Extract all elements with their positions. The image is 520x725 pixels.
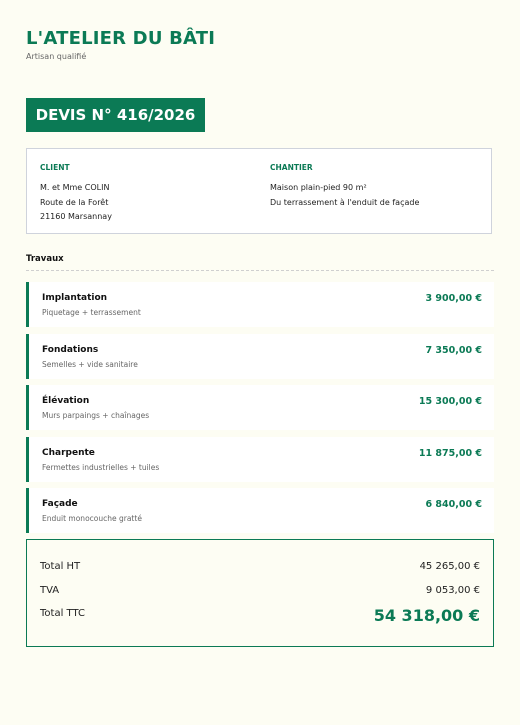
section-divider (26, 270, 494, 271)
total-ttc-value: 54 318,00 € (373, 606, 480, 625)
list-item (26, 488, 494, 533)
devis-title: DEVIS N° 416/2026 (35, 106, 196, 124)
company-name: L'ATELIER DU BÂTI (26, 28, 216, 49)
item-subtitle: Fermettes industrielles + tuiles (42, 462, 160, 472)
travaux-title: Travaux (26, 254, 64, 264)
devis-banner (26, 98, 205, 132)
item-price: 15 300,00 € (418, 396, 482, 407)
chantier-line1: Maison plain-pied 90 m² (270, 183, 367, 192)
item-title: Façade (42, 499, 78, 509)
travaux-list (26, 282, 494, 540)
chantier-block (270, 163, 419, 210)
item-price: 3 900,00 € (425, 293, 482, 304)
total-ttc-label: Total TTC (40, 608, 85, 619)
chantier-heading: CHANTIER (270, 163, 313, 172)
client-heading: CLIENT (40, 163, 70, 172)
client-address-line2: 21160 Marsannay (40, 212, 112, 221)
total-ht-value: 45 265,00 € (419, 561, 480, 572)
item-price: 7 350,00 € (425, 344, 482, 356)
item-title: Élévation (42, 396, 90, 406)
item-subtitle: Piquetage + terrassement (42, 308, 141, 317)
chantier-line2: Du terrassement à l'enduit de façade (270, 197, 420, 207)
item-title: Charpente (42, 447, 95, 458)
list-item (26, 385, 494, 430)
client-block (40, 163, 112, 225)
totals-box (26, 539, 494, 647)
tva-label: TVA (40, 585, 60, 596)
item-title: Fondations (42, 344, 99, 355)
total-ht-label: Total HT (40, 561, 81, 572)
item-subtitle: Enduit monocouche gratté (42, 514, 142, 523)
item-subtitle: Semelles + vide sanitaire (42, 359, 138, 369)
item-title: Implantation (42, 293, 108, 303)
item-price: 6 840,00 € (425, 499, 482, 510)
client-name: M. et Mme COLIN (40, 183, 110, 192)
info-box (26, 148, 492, 234)
company-tagline: Artisan qualifié (26, 52, 87, 61)
list-item (26, 437, 494, 482)
item-subtitle: Murs parpaings + chaînages (42, 411, 150, 420)
tva-value: 9 053,00 € (425, 585, 480, 596)
list-item (26, 282, 494, 327)
client-address-line1: Route de la Forêt (40, 197, 109, 207)
item-price: 11 875,00 € (418, 447, 482, 459)
list-item (26, 334, 494, 379)
